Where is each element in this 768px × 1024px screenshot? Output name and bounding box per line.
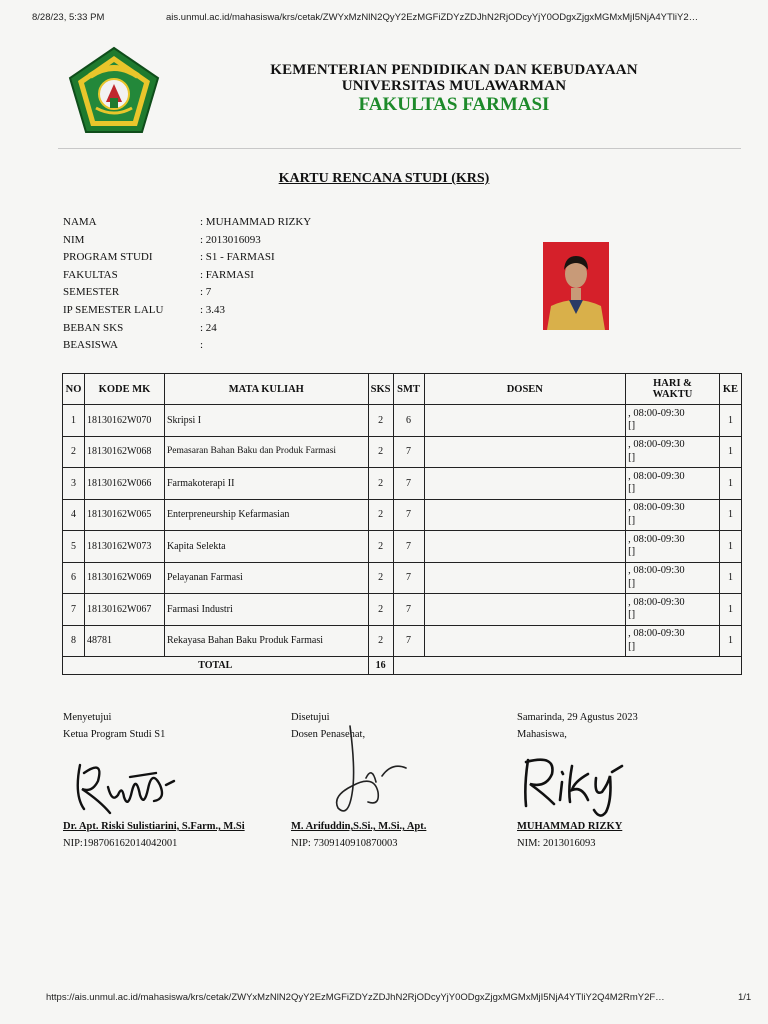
table-row: [63, 531, 742, 563]
sig-left-line1: Menyetujui: [63, 712, 112, 723]
sig-left-line2: Ketua Program Studi S1: [63, 729, 166, 740]
col-header-matkul: MATA KULIAH: [164, 374, 368, 405]
cell-waktu: [626, 499, 720, 531]
cell-waktu-time: , 08:00-09:30: [628, 628, 685, 640]
total-label: TOTAL: [63, 657, 369, 675]
cell-waktu: [626, 625, 720, 657]
cell-dosen: [424, 594, 626, 626]
header-divider: [58, 148, 741, 149]
table-row: [63, 594, 742, 626]
signature-right-icon: [516, 752, 640, 827]
info-value: : S1 - FARMASI: [200, 251, 275, 264]
col-header-dosen: DOSEN: [424, 374, 626, 405]
cell-ke: 1: [719, 405, 741, 437]
table-row: [63, 499, 742, 531]
table-row: [63, 468, 742, 500]
cell-waktu-time: , 08:00-09:30: [628, 565, 685, 577]
cell-ke: 1: [719, 468, 741, 500]
info-label: NIM: [63, 233, 85, 246]
cell-ke: 1: [719, 594, 741, 626]
cell-dosen: [424, 625, 626, 657]
sig-right-name: MUHAMMAD RIZKY: [517, 821, 623, 832]
col-header-no: NO: [63, 374, 85, 405]
info-label: BEASISWA: [63, 339, 119, 352]
sig-left-nip: NIP:198706162014042001: [63, 838, 178, 849]
cell-kode: 18130162W069: [84, 562, 164, 594]
info-label: NAMA: [63, 216, 97, 228]
cell-kode: 18130162W068: [84, 436, 164, 468]
col-header-hari: [626, 374, 720, 405]
krs-table: [62, 373, 742, 675]
table-row: [63, 436, 742, 468]
cell-dosen: [424, 405, 626, 437]
cell-matkul: Kapita Selekta: [164, 531, 368, 563]
col-header-kode: KODE MK: [84, 374, 164, 405]
cell-waktu-room: []: [628, 577, 636, 589]
signature-middle-icon: [328, 722, 412, 831]
cell-no: 3: [63, 468, 85, 500]
cell-no: 7: [63, 594, 85, 626]
signature-left-icon: [70, 755, 180, 826]
document-title: [0, 171, 768, 187]
cell-smt: 7: [393, 562, 424, 594]
cell-matkul: Enterpreneurship Kefarmasian: [164, 499, 368, 531]
sig-mid-line2: Dosen Penasehat,: [291, 729, 366, 740]
cell-kode: 18130162W073: [84, 531, 164, 563]
table-row: [63, 625, 742, 657]
sig-right-line1: Samarinda, 29 Agustus 2023: [517, 712, 638, 723]
col-header-hari-2: WAKTU: [652, 389, 693, 400]
sig-mid-name: M. Arifuddin,S.Si., M.Si., Apt.: [291, 821, 427, 832]
ministry-title: KEMENTERIAN PENDIDIKAN DAN KEBUDAYAAN: [270, 62, 638, 78]
info-value: : 3.43: [200, 303, 226, 316]
cell-ke: 1: [719, 436, 741, 468]
sig-mid-line1: Disetujui: [291, 712, 330, 723]
table-row: [63, 405, 742, 437]
print-datetime: 8/28/23, 5:33 PM: [32, 12, 105, 23]
document-title-text: KARTU RENCANA STUDI (KRS): [278, 171, 490, 186]
print-url-top: ais.unmul.ac.id/mahasiswa/krs/cetak/ZWYxMzNlN2QyY2EzMGFiZDYzZDJhN2RjODcyYjY0ODgxZjgxMGMxMjI5NjA4YTliY2…: [166, 12, 699, 23]
cell-waktu: [626, 468, 720, 500]
cell-no: 5: [63, 531, 85, 563]
cell-waktu: [626, 436, 720, 468]
cell-sks: 2: [368, 625, 393, 657]
cell-waktu-room: []: [628, 451, 636, 463]
col-header-ke: KE: [719, 374, 741, 405]
cell-dosen: [424, 436, 626, 468]
cell-matkul: Skripsi I: [164, 405, 368, 437]
cell-kode: 18130162W065: [84, 499, 164, 531]
cell-kode: 18130162W070: [84, 405, 164, 437]
sig-mid-nip: NIP: 7309140910870003: [291, 838, 398, 849]
table-total-row: [63, 657, 742, 675]
cell-smt: 7: [393, 468, 424, 500]
cell-waktu-time: , 08:00-09:30: [628, 502, 685, 514]
table-header-row: [63, 374, 742, 405]
info-value: :: [200, 339, 204, 352]
cell-no: 6: [63, 562, 85, 594]
cell-sks: 2: [368, 405, 393, 437]
info-value: : MUHAMMAD RIZKY: [200, 216, 312, 228]
cell-matkul: Farmasi Industri: [164, 594, 368, 626]
col-header-sks: SKS: [368, 374, 393, 405]
cell-no: 4: [63, 499, 85, 531]
cell-ke: 1: [719, 625, 741, 657]
cell-no: 1: [63, 405, 85, 437]
col-header-smt: SMT: [393, 374, 424, 405]
cell-waktu: [626, 594, 720, 626]
cell-smt: 7: [393, 499, 424, 531]
cell-dosen: [424, 499, 626, 531]
cell-sks: 2: [368, 594, 393, 626]
cell-ke: 1: [719, 499, 741, 531]
cell-waktu-room: []: [628, 420, 636, 432]
cell-matkul: Pelayanan Farmasi: [164, 562, 368, 594]
table-row: [63, 562, 742, 594]
info-label: SEMESTER: [63, 286, 120, 299]
cell-ke: 1: [719, 531, 741, 563]
sig-left-name: Dr. Apt. Riski Sulistiarini, S.Farm., M.Si: [63, 821, 245, 832]
cell-dosen: [424, 468, 626, 500]
info-value: : 24: [200, 321, 217, 334]
cell-matkul: Rekayasa Bahan Baku Produk Farmasi: [164, 625, 368, 657]
cell-waktu-room: []: [628, 514, 636, 526]
cell-sks: 2: [368, 562, 393, 594]
cell-waktu-time: , 08:00-09:30: [628, 596, 685, 608]
cell-dosen: [424, 562, 626, 594]
info-label: BEBAN SKS: [63, 321, 124, 334]
faculty-title: FAKULTAS FARMASI: [358, 94, 550, 115]
info-value: : FARMASI: [200, 268, 254, 281]
print-page-count: 1/1: [738, 992, 752, 1003]
cell-matkul: Pemasaran Bahan Baku dan Produk Farmasi: [164, 436, 368, 468]
university-title: UNIVERSITAS MULAWARMAN: [341, 78, 567, 94]
cell-sks: 2: [368, 531, 393, 563]
cell-kode: 48781: [84, 625, 164, 657]
total-sks: 16: [368, 657, 393, 675]
cell-waktu-room: []: [628, 546, 636, 558]
cell-sks: 2: [368, 468, 393, 500]
cell-waktu: [626, 562, 720, 594]
cell-waktu-time: , 08:00-09:30: [628, 439, 685, 451]
cell-sks: 2: [368, 436, 393, 468]
cell-dosen: [424, 531, 626, 563]
info-label: FAKULTAS: [63, 268, 118, 281]
cell-waktu-room: []: [628, 609, 636, 621]
total-empty: [393, 657, 741, 675]
cell-ke: 1: [719, 562, 741, 594]
cell-waktu-room: []: [628, 483, 636, 495]
cell-waktu: [626, 531, 720, 563]
cell-matkul: Farmakoterapi II: [164, 468, 368, 500]
cell-waktu-time: , 08:00-09:30: [628, 533, 685, 545]
cell-smt: 7: [393, 594, 424, 626]
cell-smt: 7: [393, 436, 424, 468]
cell-smt: 6: [393, 405, 424, 437]
cell-no: 8: [63, 625, 85, 657]
cell-kode: 18130162W067: [84, 594, 164, 626]
cell-waktu-time: , 08:00-09:30: [628, 407, 685, 419]
info-label: IP SEMESTER LALU: [63, 303, 164, 316]
cell-sks: 2: [368, 499, 393, 531]
cell-waktu-time: , 08:00-09:30: [628, 470, 685, 482]
cell-smt: 7: [393, 625, 424, 657]
info-value: : 2013016093: [200, 233, 261, 246]
cell-waktu: [626, 405, 720, 437]
sig-right-nim: NIM: 2013016093: [517, 838, 596, 849]
info-value: : 7: [200, 286, 212, 299]
cell-kode: 18130162W066: [84, 468, 164, 500]
cell-smt: 7: [393, 531, 424, 563]
info-label: PROGRAM STUDI: [63, 251, 153, 264]
student-photo: [543, 242, 609, 330]
sig-right-line2: Mahasiswa,: [517, 729, 567, 740]
col-header-hari-1: HARI &: [653, 378, 692, 389]
cell-waktu-room: []: [628, 640, 636, 652]
print-url-bottom: https://ais.unmul.ac.id/mahasiswa/krs/cetak/ZWYxMzNlN2QyY2EzMGFiZDYzZDJhN2RjODcyYjY0ODgxZjgxMGMxMjI5NjA4YTliY2Q4M2RmY2F…: [46, 992, 665, 1003]
cell-no: 2: [63, 436, 85, 468]
